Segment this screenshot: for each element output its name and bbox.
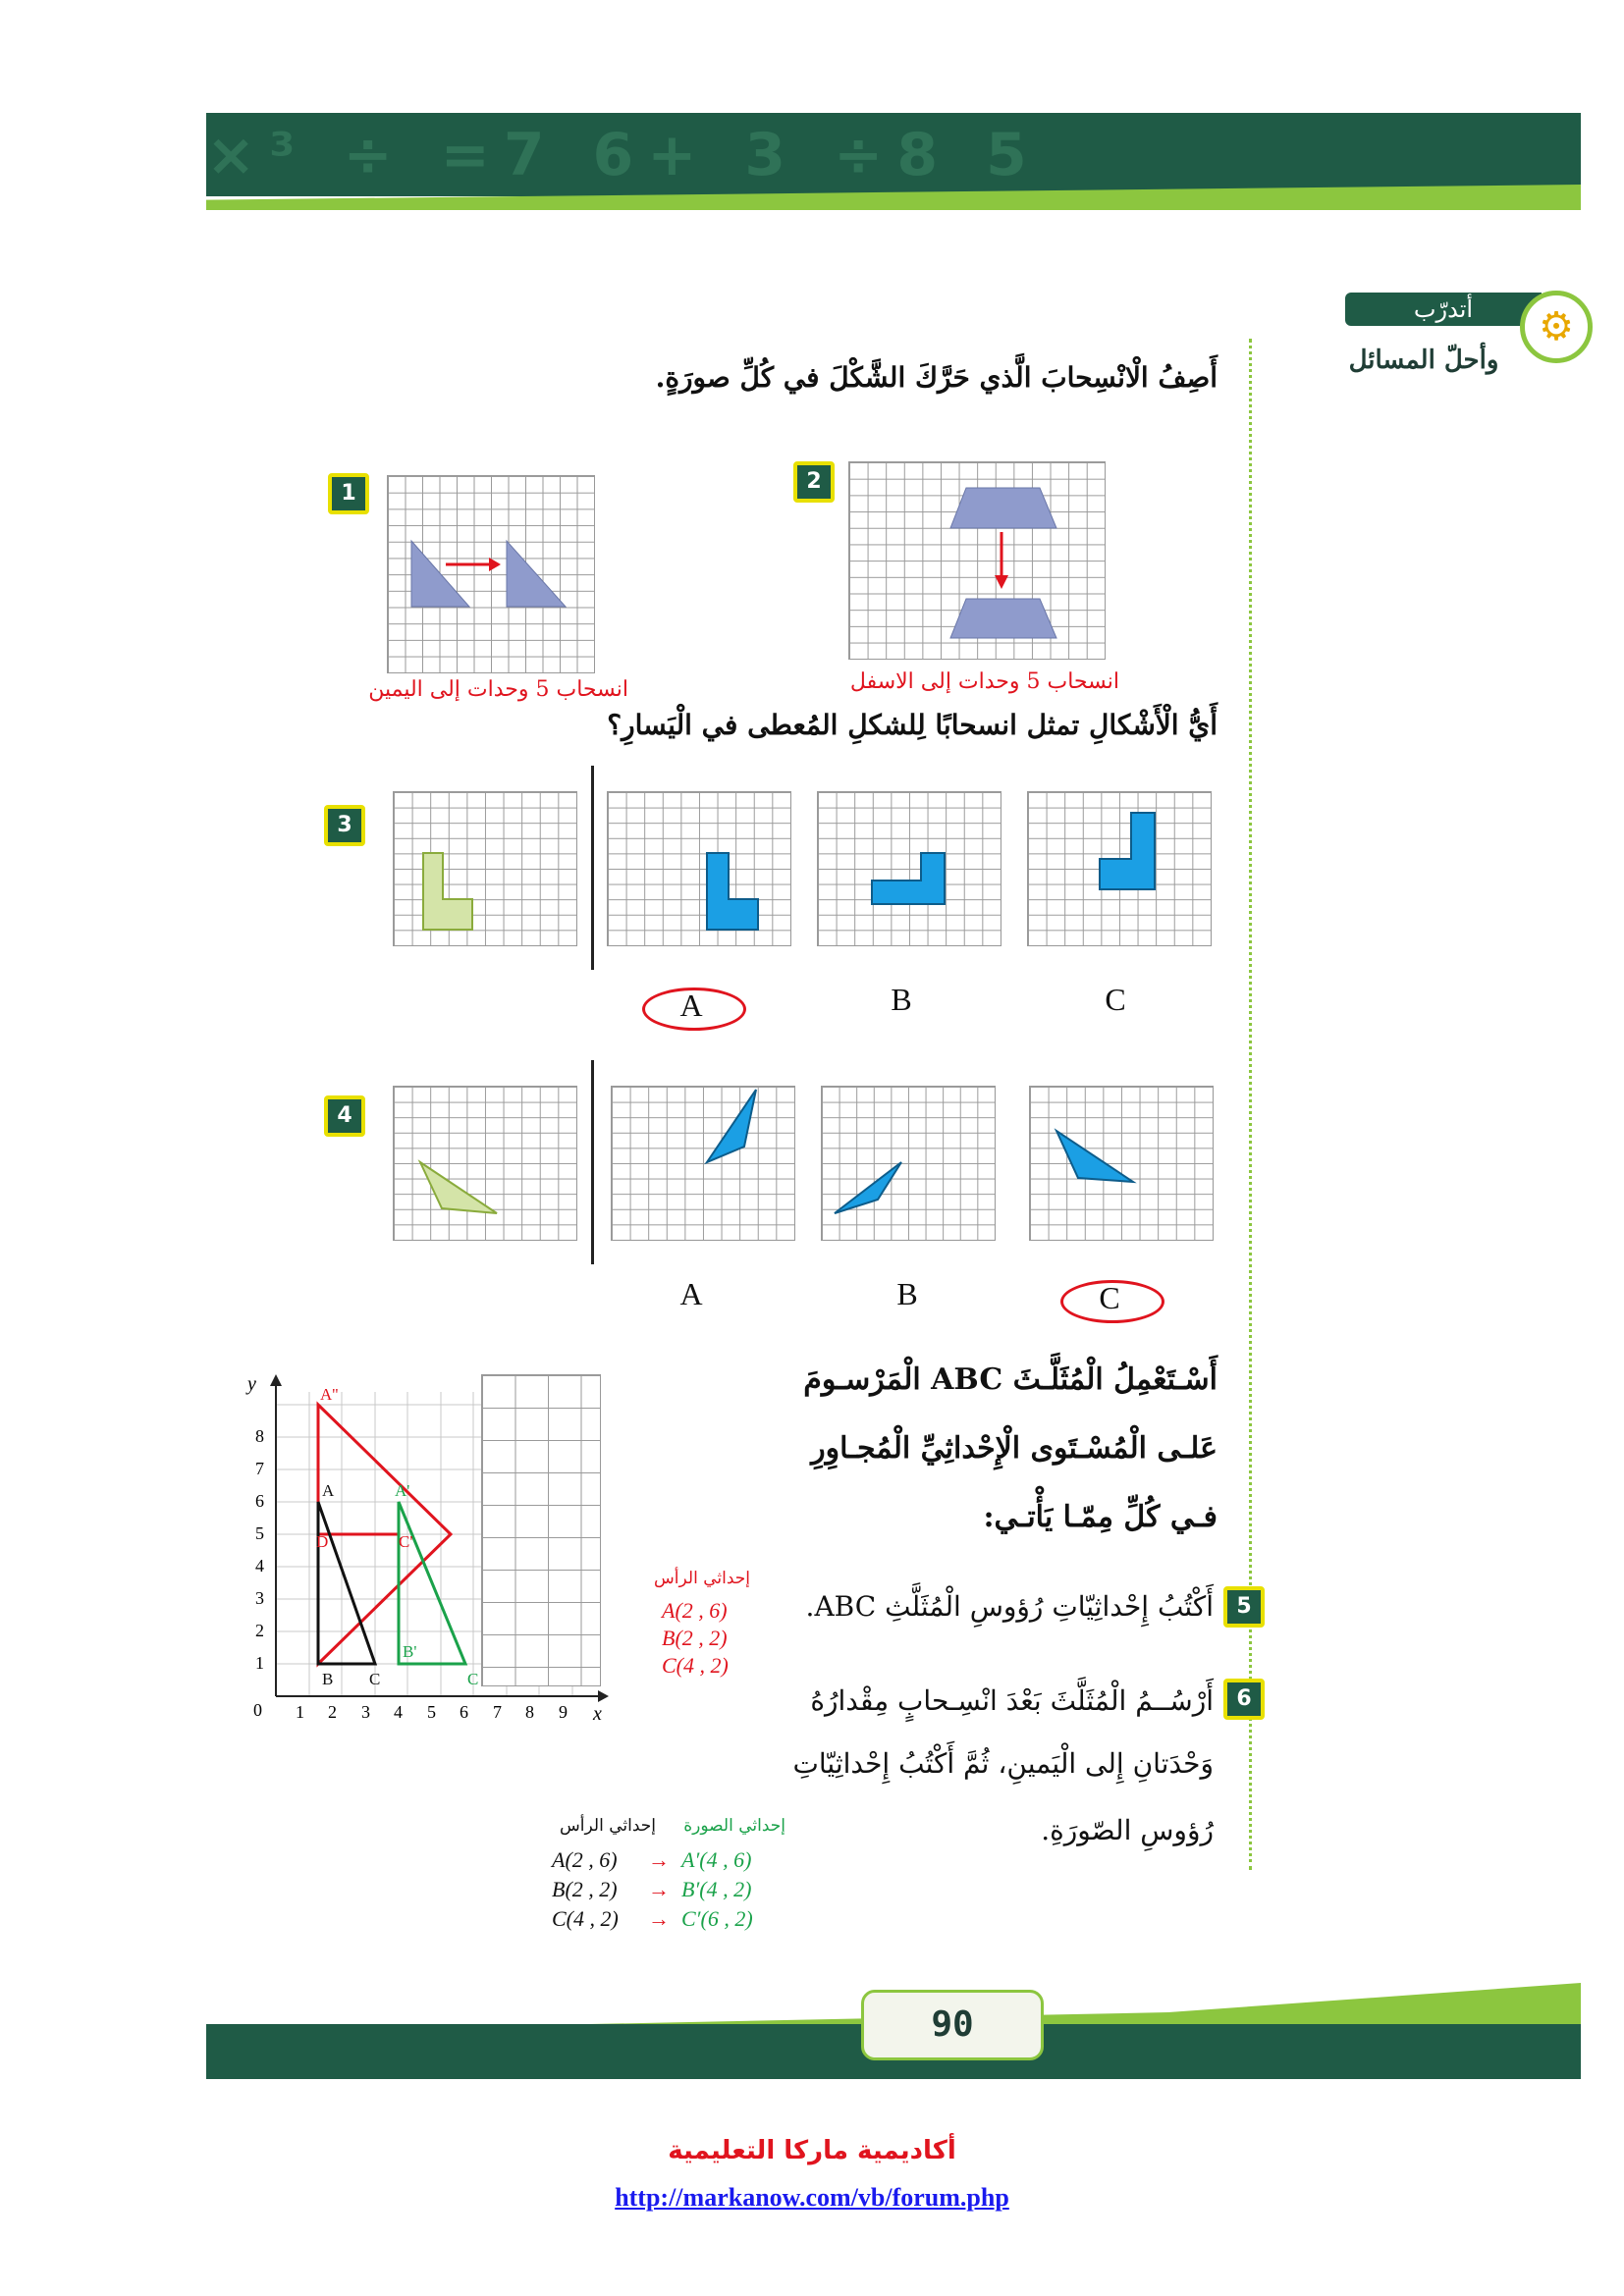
q3-choice-C-figure <box>1027 791 1210 944</box>
answer6-image-header: إحداثي الصورة <box>683 1816 785 1836</box>
q4-choice-B-figure <box>821 1086 994 1239</box>
point-label: A <box>322 1481 335 1500</box>
point-label: A'' <box>320 1385 339 1404</box>
answer6-arrow: → <box>648 1847 670 1872</box>
x-tick: 7 <box>493 1702 502 1722</box>
use-triangle-line3: فـي كُلِّ مِمّـا يَأْتـي: <box>983 1500 1218 1534</box>
q3-choice-B-figure <box>817 791 1000 944</box>
answer6-from: B(2 , 2) <box>552 1877 618 1901</box>
q3-B-L-shape <box>872 853 945 904</box>
use-triangle-line2: عَلـى الْمُسْـتَوى الْإِحْداثِيِّ الْمُجـاوِرِ <box>811 1431 1218 1466</box>
q4-choice-A-label[interactable]: A <box>679 1276 703 1311</box>
question-which-translation: أَيُّ الْأَشْكالِ تمثل انسحابًا لِلشكلِ المُعطى في الْيَسارِ؟ <box>607 709 1218 741</box>
x-tick: 8 <box>525 1702 534 1722</box>
q3-A-L-shape <box>707 853 758 930</box>
answer6-arrow: → <box>648 1877 670 1901</box>
q4-choice-B-label[interactable]: B <box>896 1276 918 1311</box>
q3-given-figure <box>393 791 575 944</box>
academy-name: أكاديمية ماركا التعليمية <box>668 2136 956 2165</box>
forum-link[interactable]: http://markanow.com/vb/forum.php <box>615 2183 1009 2212</box>
q3-separator <box>591 766 594 970</box>
section-subtitle: وأحلّ المسائل <box>1348 346 1499 375</box>
point-label: C <box>369 1670 381 1688</box>
x-tick: 3 <box>361 1702 370 1722</box>
x-tick: 5 <box>427 1702 436 1722</box>
y-tick: 7 <box>255 1459 264 1478</box>
x-tick: 4 <box>394 1702 403 1722</box>
answer5-title: إحداثي الرأس <box>654 1569 750 1588</box>
q1-figure <box>387 475 593 671</box>
question-describe-translation: أَصِفُ الْانْسِحابَ الَّذي حَرَّكَ الشَّكْلَ في كُلِّ صورَةٍ. <box>655 361 1218 394</box>
point-label: C' <box>399 1532 413 1551</box>
q4-separator <box>591 1060 594 1264</box>
y-tick: 3 <box>255 1588 264 1608</box>
answer5-row: C(4 , 2) <box>662 1653 729 1678</box>
q1-original-triangle <box>411 541 469 607</box>
y-tick: 2 <box>255 1621 264 1640</box>
extra-grid <box>481 1374 601 1686</box>
q3-choice-A-label[interactable]: A <box>679 988 703 1023</box>
x-tick: 2 <box>328 1702 337 1722</box>
answer6-to: B′(4 , 2) <box>681 1877 752 1901</box>
q1-image-triangle <box>507 541 566 607</box>
x-tick: 1 <box>296 1702 304 1722</box>
y-axis-label: y <box>247 1373 256 1395</box>
q5-text: أَكْتُبُ إِحْداثِيّاتِ رُؤوسِ الْمُثَلَّثِ ABC. <box>805 1590 1214 1623</box>
header-math-decoration: ×³ ÷ =7 6+ 3 ÷8 5 <box>206 121 1041 189</box>
badge-5: 5 <box>1223 1586 1265 1628</box>
q2-original-trapezoid <box>950 488 1056 528</box>
header-band <box>206 113 1581 196</box>
answer6-from: A(2 , 6) <box>552 1847 618 1872</box>
q3-choice-B-label[interactable]: B <box>891 982 912 1017</box>
q1-answer: انسحاب 5 وحدات إلى اليمين <box>368 677 628 702</box>
arrowhead-icon <box>995 575 1008 589</box>
section-tab: أتدرّب <box>1345 293 1542 326</box>
q2-image-trapezoid <box>950 599 1056 638</box>
y-tick: 6 <box>255 1491 264 1511</box>
image-triangle <box>399 1502 465 1664</box>
q4-choice-C-figure <box>1029 1086 1212 1239</box>
y-tick: 1 <box>255 1653 264 1673</box>
section-divider <box>1249 339 1252 1870</box>
q4-A-triangle <box>707 1090 756 1162</box>
x-arrowhead-icon <box>598 1690 609 1702</box>
q4-given-triangle <box>420 1162 497 1213</box>
q6-line3: رُؤوسِ الصّورَةِ. <box>1041 1814 1214 1846</box>
badge-3: 3 <box>324 805 365 846</box>
badge-6: 6 <box>1223 1679 1265 1720</box>
x-axis-label: x <box>593 1703 602 1725</box>
triangle-ABC <box>318 1502 375 1664</box>
q3-given-L-shape <box>423 853 472 930</box>
q4-C-triangle <box>1056 1131 1133 1182</box>
y-tick: 4 <box>255 1556 264 1575</box>
point-label: D <box>316 1532 329 1551</box>
point-label: C <box>467 1670 479 1688</box>
answer6-from: C(4 , 2) <box>552 1906 619 1931</box>
q4-B-triangle <box>835 1162 901 1213</box>
x-tick: 9 <box>559 1702 568 1722</box>
badge-4: 4 <box>324 1095 365 1137</box>
q3-choice-C-label[interactable]: C <box>1105 982 1126 1017</box>
point-label: B' <box>403 1642 417 1661</box>
page-number: 90 <box>861 1990 1044 2060</box>
x-tick: 6 <box>460 1702 468 1722</box>
badge-2: 2 <box>793 461 835 503</box>
y-tick: 5 <box>255 1523 264 1543</box>
arrowhead-icon <box>489 558 501 571</box>
q3-C-L-shape <box>1100 813 1155 889</box>
answer5-row: B(2 , 2) <box>662 1626 728 1650</box>
point-label: B <box>322 1670 334 1688</box>
answer6-arrow: → <box>648 1906 670 1931</box>
gears-icon: ⚙ <box>1520 291 1593 363</box>
badge-1: 1 <box>328 473 369 514</box>
origin-label: 0 <box>253 1700 262 1720</box>
point-label: A' <box>395 1481 410 1500</box>
y-tick: 8 <box>255 1426 264 1446</box>
q6-line2: وَحْدَتانِ إِلى الْيَمينِ، ثُمَّ أَكْتُبُ إِحْداثِيّاتِ <box>792 1747 1214 1780</box>
q4-choice-A-figure <box>611 1086 793 1239</box>
q3-choice-A-figure <box>607 791 789 944</box>
q6-line1: أَرْسُــمُ الْمُثَلَّثَ بَعْدَ انْسِـحابٍ مِقْدارُهُ <box>810 1684 1214 1717</box>
answer5-row: A(2 , 6) <box>662 1598 728 1623</box>
q2-answer: انسحاب 5 وحدات إلى الاسفل <box>849 669 1119 694</box>
q4-choice-C-label[interactable]: C <box>1099 1280 1120 1315</box>
q4-given-figure <box>393 1086 575 1239</box>
y-arrowhead-icon <box>270 1374 282 1386</box>
use-triangle-line1: أَسْـتَعْمِلُ الْمُثَلَّـثَ ABC الْمَرْسـومَ <box>803 1362 1218 1397</box>
answer6-to: A′(4 , 6) <box>681 1847 752 1872</box>
answer6-vertex-header: إحداثي الرأس <box>560 1816 656 1836</box>
answer6-to: C′(6 , 2) <box>681 1906 753 1931</box>
q2-figure <box>848 461 1104 658</box>
